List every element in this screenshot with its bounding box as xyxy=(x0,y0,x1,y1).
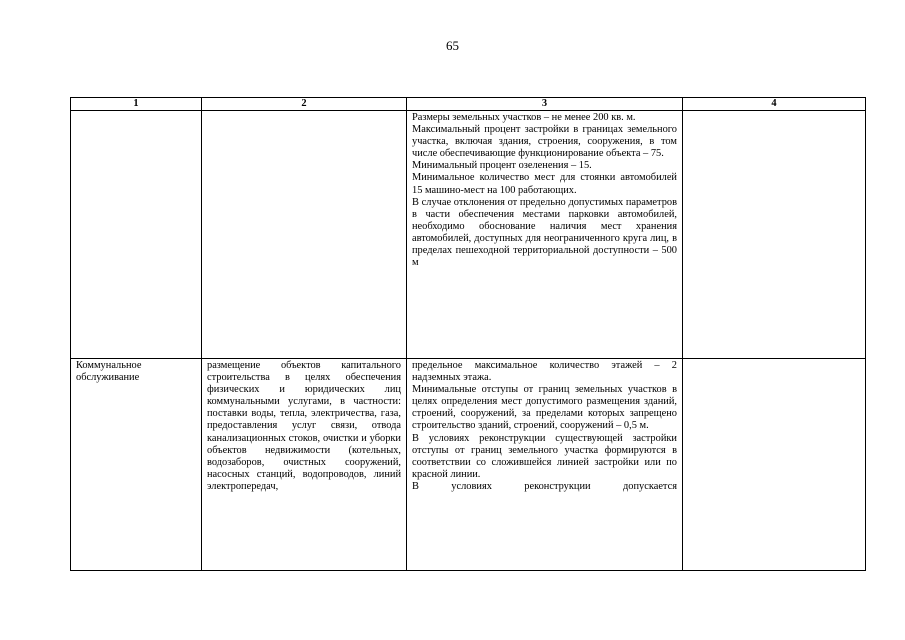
param-plot-size: Размеры земельных участков – не менее 200 кв. м. xyxy=(412,112,636,123)
param-parking: Минимальное количество мест для стоянки автомобилей 15 машино-мест на 100 работающих. xyxy=(412,172,677,196)
cell-parameters xyxy=(407,359,683,571)
cell-use-type xyxy=(71,111,202,359)
cell-notes xyxy=(683,359,866,571)
param-parking-deviation: В случае отклонения от предельно допустимых параметров в части обеспечения местами парковки автомобилей, необходимо обоснование наличия мест хранения автомобилей, доступных для неограниченного круга лиц, в пределах пешеходной территориальной доступности – 500 м xyxy=(412,196,677,269)
param-max-coverage: Максимальный процент застройки в границах земельного участка, включая здания, строения, сооружения, в том числе обеспечивающие функционирование объекта – 75. xyxy=(412,124,677,160)
param-min-greenery: Минимальный процент озеленения – 15. xyxy=(412,160,592,172)
cell-notes xyxy=(683,111,866,359)
header-col-4: 4 xyxy=(683,98,866,111)
cell-use-description xyxy=(202,111,407,359)
zoning-table xyxy=(70,97,866,571)
cell-use-description: размещение объектов капитального строительства в целях обеспечения физических и юридических лиц коммунальными услугами, в частности: поставки воды, тепла, электричества, газа, предоставления услуг связи, отвода канализационных стоков, очистки и уборки объектов недвижимости (котельных, водозаборов, очистных сооружений, насосных станций, водопроводов, линий электропередач, xyxy=(202,359,407,571)
page-number: 65 xyxy=(446,38,459,53)
param-reconstruction-allowed: В условиях реконструкции допускается xyxy=(412,480,677,492)
header-col-2: 2 xyxy=(202,98,407,111)
table-row xyxy=(71,111,866,359)
header-col-1: 1 xyxy=(71,98,202,111)
param-min-setbacks: Минимальные отступы от границ земельных участков в целях определения мест допустимого размещения зданий, строений, сооружений, за пределами которых запрещено строительство зданий, строений, сооружений – 0,5 м. xyxy=(412,384,677,432)
cell-parameters xyxy=(407,111,683,359)
header-col-3: 3 xyxy=(407,98,683,111)
table-row xyxy=(71,359,866,571)
param-reconstruction-setbacks: В условиях реконструкции существующей застройки отступы от границ земельного участка формируются в соответствии со сложившейся линией застройки или по красной линии. xyxy=(412,432,677,480)
param-max-floors: предельное максимальное количество этажей – 2 надземных этажа. xyxy=(412,360,677,384)
cell-use-type: Коммунальное обслуживание xyxy=(71,359,202,571)
table-header-row xyxy=(71,98,866,111)
